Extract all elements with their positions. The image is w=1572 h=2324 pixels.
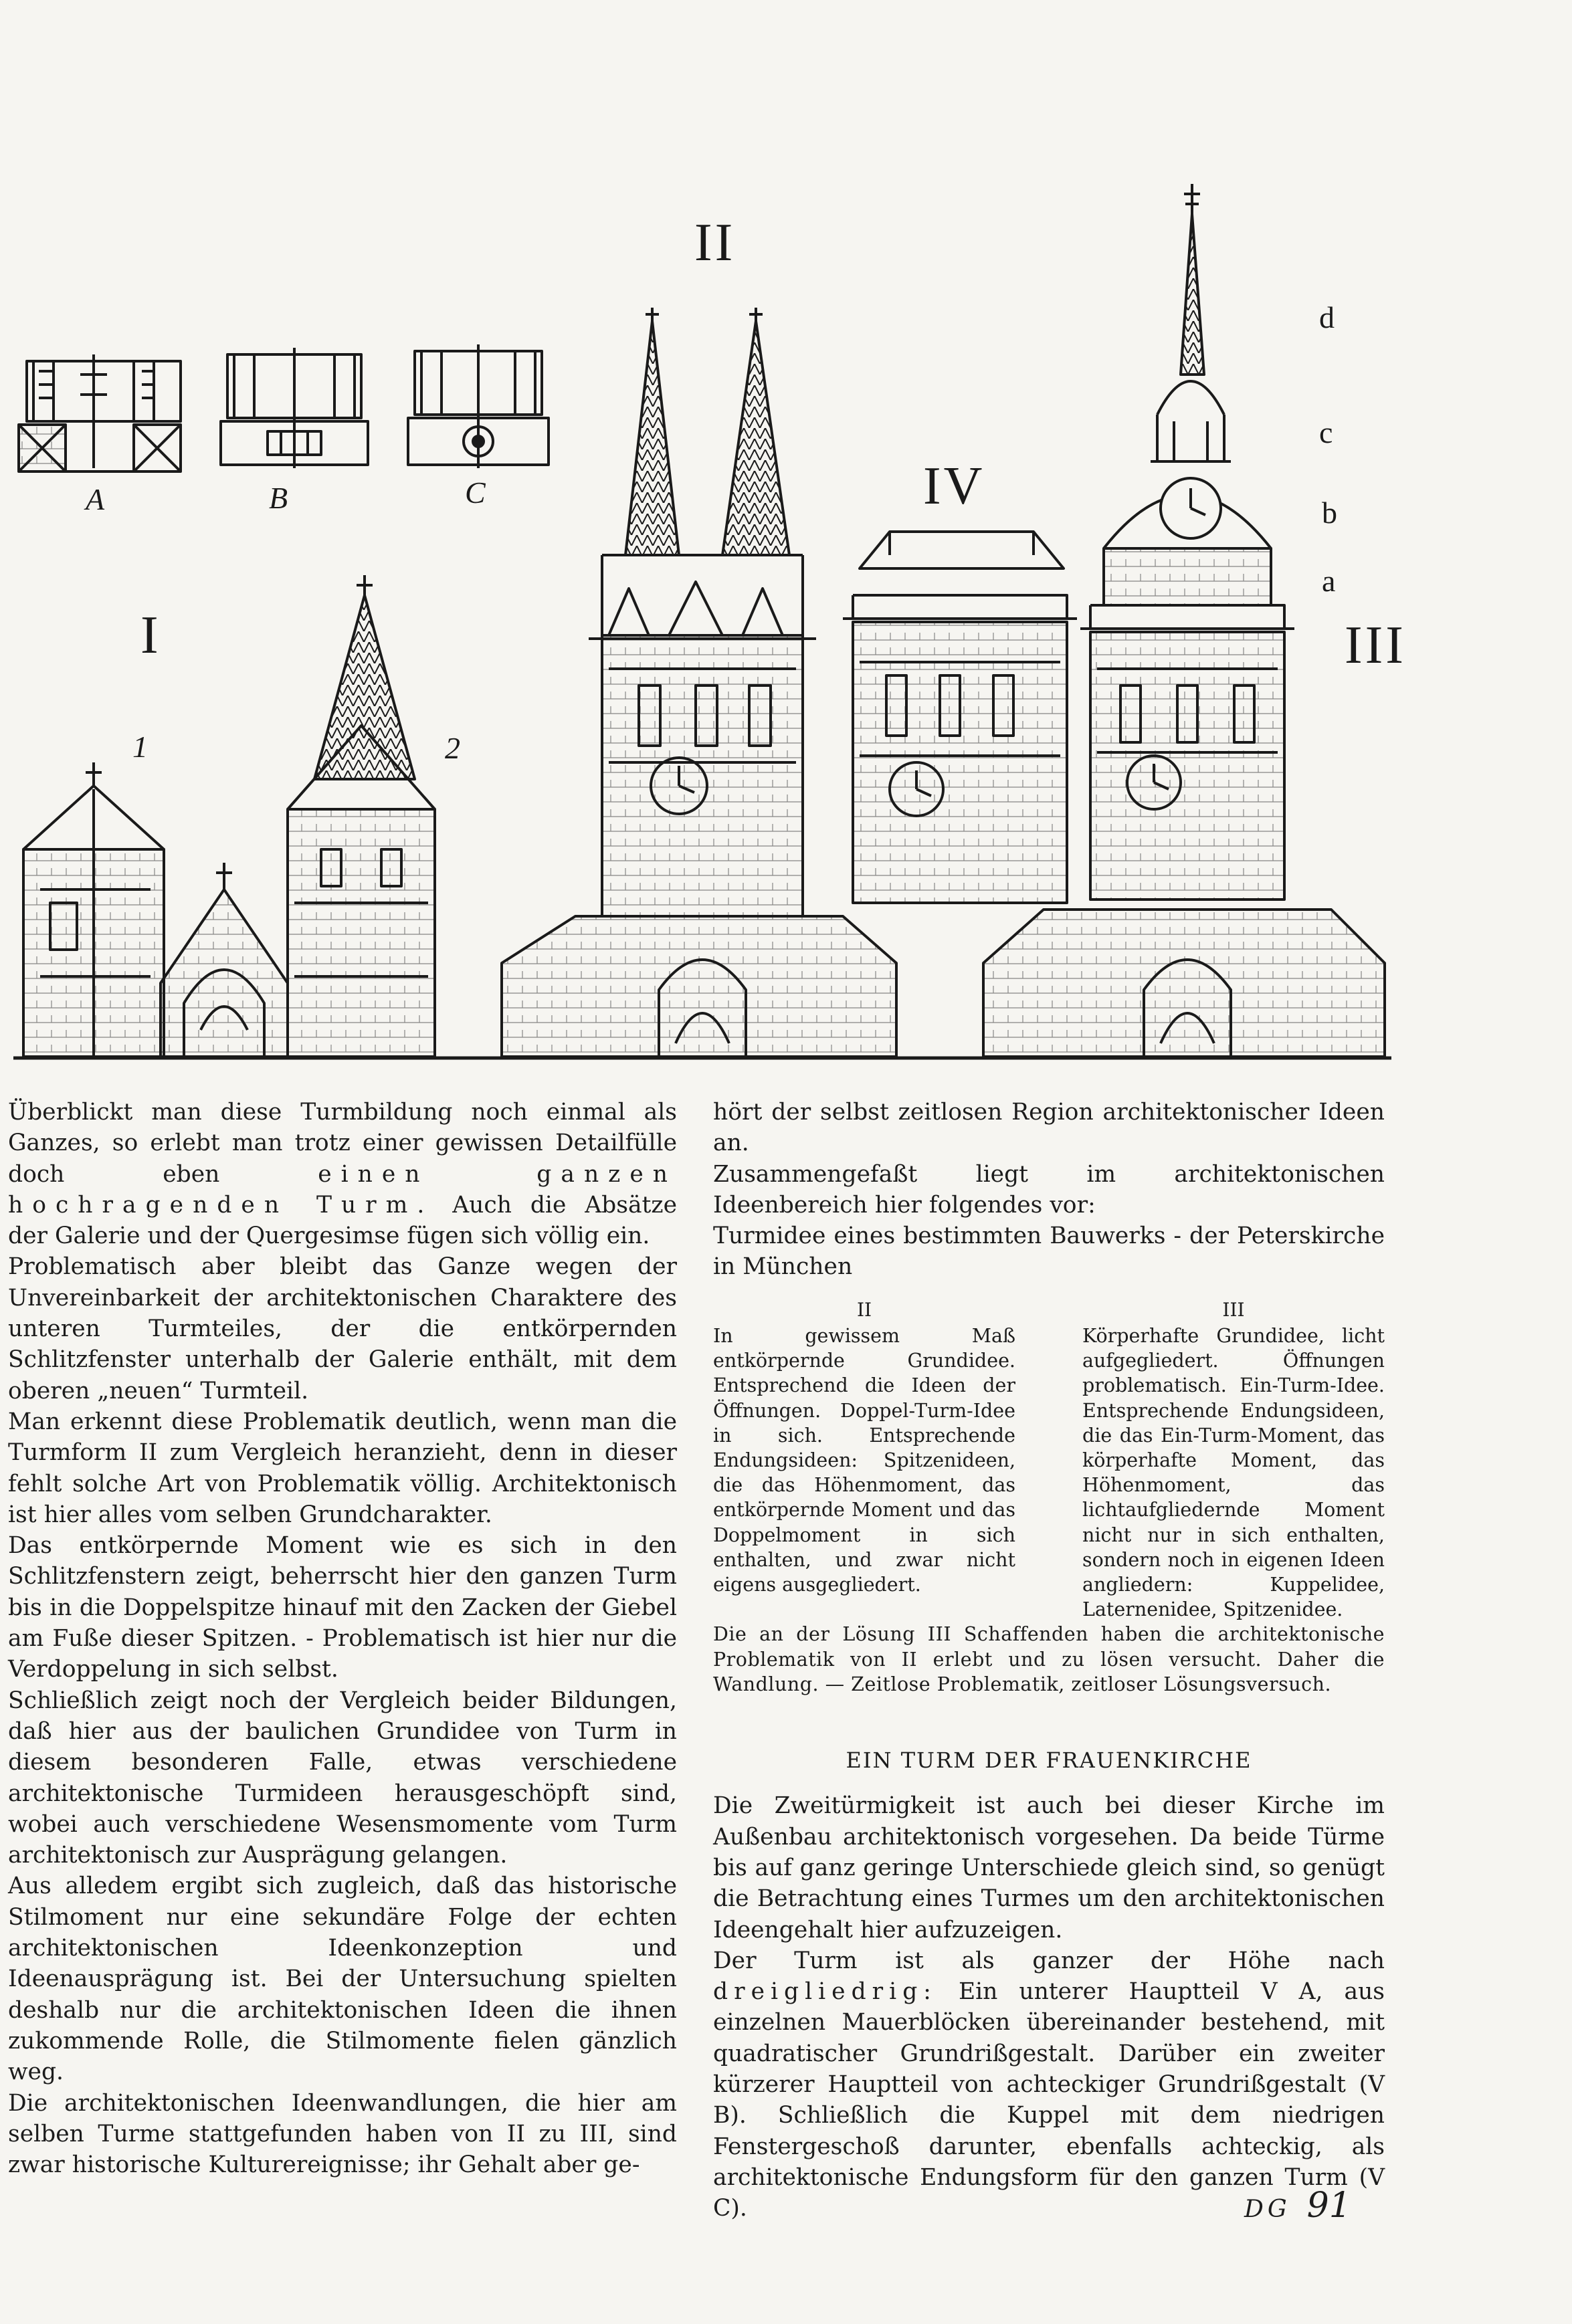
page-footer <box>1244 2186 1351 2226</box>
paragraph: Die Zweitürmigkeit ist auch bei dieser Kirche im Außenbau architektonisch vorgesehen. Da beide Türme bis auf ganz geringe Unterschiede gleich sind, so genügt die Betrachtung eines Turmes um den architektonischen Ideengehalt hier aufzuzeigen. <box>713 1792 1385 1943</box>
detail-label-a: A <box>86 482 105 516</box>
paragraph: Turmidee eines bestimmten Bauwerks - der Peterskirche in München <box>713 1223 1385 1281</box>
level-label-a: a <box>1322 564 1336 598</box>
paragraph: Das entkörpernde Moment wie es sich in den Schlitzfenstern zeigt, beherrscht hier den ganzen Turm bis in die Doppelspitze hinauf mit den Zacken der Giebel am Fuße dieser Spitzen. - Problematisch ist hier nur die Verdoppelung in sich selbst. <box>8 1532 677 1683</box>
paragraph: Schließlich zeigt noch der Vergleich beider Bildungen, daß hier aus der baulichen Grundidee von Turm in diesem besonderen Falle, etwas verschiedene architektonische Turmideen herausgeschöpft sind, wobei auch verschiedene Wesensmomente vom Turm architektonisch zur Ausprägung gelangen. <box>8 1687 677 1869</box>
tower-ii <box>589 308 816 916</box>
left-column <box>8 1097 677 2180</box>
subcolumn-iii <box>1082 1297 1385 1622</box>
paragraph: Aus alledem ergibt sich zugleich, daß das historische Stilmoment nur eine sekundäre Folge der echten architektonischen Ideenkonzeption und Ideenausprägung ist. Bei der Untersuchung spielten deshalb nur die architektonischen Ideen die ihnen zukommende Rolle, die Stilmomente fielen gänzlich weg. <box>8 1873 677 2086</box>
church-section-ii <box>502 916 896 1057</box>
subcolumn-ii <box>713 1297 1015 1622</box>
paragraph: hört der selbst zeitlosen Region architektonischer Ideen an. <box>713 1099 1385 1157</box>
form-label-i: I <box>140 606 161 665</box>
subcolumn-heading: III <box>1222 1298 1245 1321</box>
detail-label-b: B <box>269 481 288 515</box>
paragraph: Der Turm ist als ganzer der Höhe nach dreigliedrig: Ein unterer Hauptteil V A, aus einzelnen Mauerblöcken übereinander bestehend, mit quadratischer Grundrißgestalt. Darüber ein zweiter kürzerer Hauptteil von achteckiger Grundrißgestalt (V B). Schließlich die Kuppel mit dem niedrigen Fenstergeschoß darunter, ebenfalls achteckig, als architektonische Endungsform für den ganzen Turm (V C). <box>713 1947 1385 2222</box>
tower-i-2 <box>288 575 435 1057</box>
paragraph: Die architektonischen Ideenwandlungen, die hier am selben Turme stattgefunden haben von II zu III, sind zwar historische Kulturereignisse; ihr Gehalt aber ge- <box>8 2089 677 2179</box>
paragraph: Problematisch aber bleibt das Ganze wegen der Unvereinbarkeit der architektonischen Charaktere des unteren Turmteiles, der die entkörpernden Schlitzfenster unterhalb der Galerie enthält, mit dem oberen „neuen“ Turmteil. <box>8 1253 677 1404</box>
detail-sketch-a <box>19 354 181 471</box>
church-section-iii <box>983 910 1385 1057</box>
subcolumn-heading: II <box>856 1298 872 1321</box>
church-section-i <box>161 863 288 1057</box>
level-label-c: c <box>1319 415 1333 449</box>
detail-sketch-c <box>408 344 549 468</box>
tower-iv <box>843 532 1077 903</box>
comparison-subcolumns <box>713 1297 1385 1622</box>
page-number: 91 <box>1306 2186 1351 2226</box>
level-label-b: b <box>1322 496 1337 530</box>
tower-comparison-illustration <box>0 0 1572 1077</box>
tower-i-1 <box>23 762 164 1057</box>
journal-abbrev: DG <box>1244 2196 1291 2223</box>
subcolumn-text: In gewissem Maß entkörpernde Grundidee. Entsprechend die Ideen der Öffnungen. Doppel-Turm-Idee in sich. Entsprechende Endungsideen: Spitzenideen, die das Höhenmoment, das entkörpernde Moment und das Doppelmoment in sich enthalten, und zwar nicht eigens ausgegliedert. <box>713 1324 1015 1596</box>
paragraph: Überblickt man diese Turmbildung noch einmal als Ganzes, so erlebt man trotz einer gewissen Detailfülle doch eben einen ganzen hochragenden Turm. Auch die Absätze der Galerie und der Quergesimse fügen sich völlig ein. <box>8 1099 677 1250</box>
level-label-d: d <box>1319 300 1335 334</box>
right-column <box>713 1097 1385 2224</box>
form-label-iii: III <box>1345 616 1406 675</box>
summary-note: Die an der Lösung III Schaffenden haben die architektonische Problematik von II erlebt und zu lösen versucht. Daher die Wandlung. — Zeitlose Problematik, zeitloser Lösungsversuch. <box>713 1623 1385 1695</box>
number-label-1: 1 <box>132 730 148 764</box>
detail-label-c: C <box>465 476 486 510</box>
form-label-iv: IV <box>923 457 985 516</box>
subcolumn-text: Körperhafte Grundidee, licht aufgegliedert. Öffnungen problematisch. Ein-Turm-Idee. Entsprechende Endungsideen, die das Ein-Turm-Moment, das körperhafte Moment, das Höhenmoment, das lichtaufgliedernde Moment nicht nur in sich enthalten, sondern noch in eigenen Ideen angliedern: Kuppelidee, Laternenidee, Spitzenidee. <box>1082 1324 1385 1621</box>
paragraph: Man erkennt diese Problematik deutlich, wenn man die Turmform II zum Vergleich heranzieht, denn in dieser fehlt solche Art von Problematik völlig. Architektonisch ist hier alles vom selben Grundcharakter. <box>8 1408 677 1528</box>
paragraph: Zusammengefaßt liegt im architektonischen Ideenbereich hier folgendes vor: <box>713 1160 1385 1219</box>
section-heading: EIN TURM DER FRAUENKIRCHE <box>846 1748 1252 1774</box>
form-label-ii: II <box>694 213 736 272</box>
tower-iii <box>1080 184 1294 900</box>
detail-sketch-b <box>221 348 368 468</box>
number-label-2: 2 <box>445 731 460 765</box>
